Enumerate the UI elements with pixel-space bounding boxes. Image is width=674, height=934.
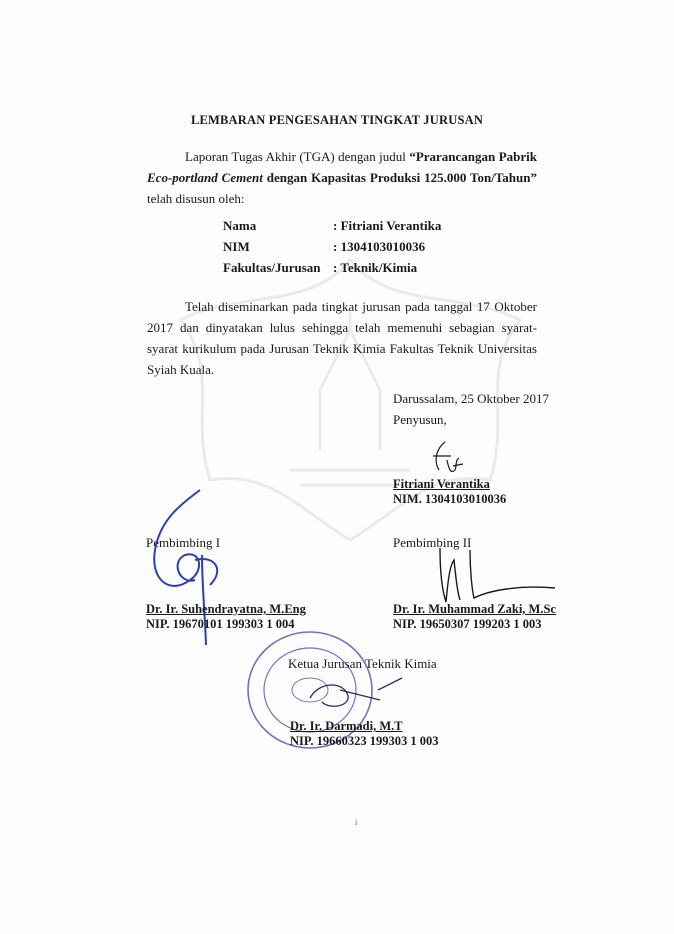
intro-text-end: telah disusun oleh: bbox=[147, 191, 245, 206]
page-number: i bbox=[355, 818, 358, 827]
document-title: LEMBARAN PENGESAHAN TINGKAT JURUSAN bbox=[190, 113, 484, 127]
author-signature-block bbox=[393, 477, 506, 507]
author-signature bbox=[425, 440, 465, 480]
intro-paragraph bbox=[147, 146, 537, 209]
head-nip: NIP. 19660323 199303 1 003 bbox=[290, 734, 439, 748]
place-date-block bbox=[393, 388, 549, 430]
supervisor1-name: Dr. Ir. Suhendrayatna, M.Eng bbox=[146, 602, 306, 616]
info-value: : Teknik/Kimia bbox=[333, 260, 418, 275]
info-label: Nama bbox=[223, 218, 257, 233]
supervisor2-role: Pembimbing II bbox=[393, 535, 472, 550]
supervisor1-role: Pembimbing I bbox=[146, 535, 221, 550]
report-title-italic: Eco-portland Cement bbox=[147, 170, 263, 185]
supervisor2-name: Dr. Ir. Muhammad Zaki, M.Sc bbox=[393, 602, 556, 616]
author-name: Fitriani Verantika bbox=[393, 477, 490, 491]
report-title-rest: dengan Kapasitas Produksi 125.000 Ton/Tahun” bbox=[262, 170, 537, 185]
intro-text: Laporan Tugas Akhir (TGA) dengan judul bbox=[185, 149, 410, 164]
author-role: Penyusun, bbox=[393, 412, 447, 427]
head-name: Dr. Ir. Darmadi, M.T bbox=[290, 719, 403, 733]
place-date: Darussalam, 25 Oktober 2017 bbox=[393, 391, 549, 406]
head-signature-block bbox=[290, 719, 439, 749]
info-label: Fakultas/Jurusan bbox=[223, 260, 321, 275]
report-title-open: “Prarancangan Pabrik bbox=[409, 149, 537, 164]
info-row-nim bbox=[223, 239, 441, 260]
info-value: : Fitriani Verantika bbox=[333, 218, 442, 233]
author-nim: NIM. 1304103010036 bbox=[393, 492, 507, 506]
info-row-faculty bbox=[223, 260, 441, 281]
head-role: Ketua Jurusan Teknik Kimia bbox=[288, 656, 437, 671]
supervisor2-nip: NIP. 19650307 199203 1 003 bbox=[393, 617, 542, 631]
info-row-name bbox=[223, 218, 441, 239]
info-label: NIM bbox=[223, 239, 250, 254]
supervisor2-signature bbox=[430, 540, 560, 610]
info-value: : 1304103010036 bbox=[333, 239, 426, 254]
seminar-paragraph: Telah diseminarkan pada tingkat jurusan pada tanggal 17 Oktober 2017 dan dinyatakan lulus sehingga telah memenuhi sebagian syarat-syarat kurikulum pada Jurusan Teknik Kimia Fakultas Teknik Universitas Syiah Kuala. bbox=[147, 299, 537, 377]
student-info bbox=[223, 218, 441, 281]
supervisor2-signature-block bbox=[393, 602, 556, 632]
head-signature bbox=[300, 670, 410, 720]
supervisor1-nip: NIP. 19670101 199303 1 004 bbox=[146, 617, 295, 631]
